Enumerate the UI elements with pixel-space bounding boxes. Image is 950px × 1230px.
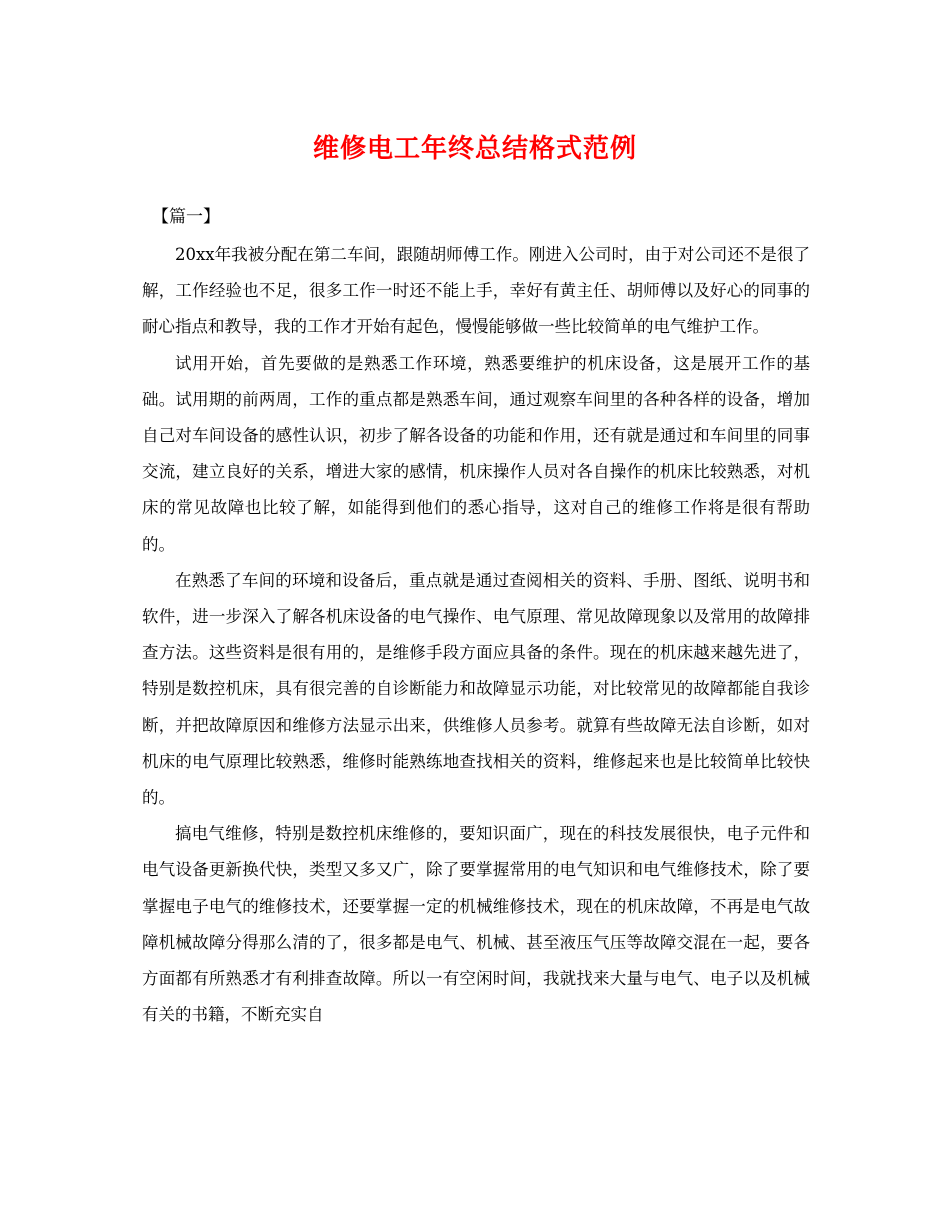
paragraph-4: 搞电气维修，特别是数控机床维修的，要知识面广，现在的科技发展很快，电子元件和电气设备更新换代快，类型又多又广，除了要掌握常用的电气知识和电气维修技术，除了要掌握电子电气的维修技术，还要掌握一定的机械维修技术，现在的机床故障，不再是电气故障机械故障分得那么清的了，很多都是电气、机械、甚至液压气压等故障交混在一起，要各方面都有所熟悉才有利排查故障。所以一有空闲时间，我就找来大量与电气、电子以及机械有关的书籍，不断充实自: [142, 824, 810, 1025]
paragraph-2: 试用开始，首先要做的是熟悉工作环境，熟悉要维护的机床设备，这是展开工作的基础。试用期的前两周，工作的重点都是熟悉车间，通过观察车间里的各种各样的设备，增加自己对车间设备的感性认识，初步了解各设备的功能和作用，还有就是通过和车间里的同事交流，建立良好的关系，增进大家的感情，机床操作人员对各自操作的机床比较熟悉，对机床的常见故障也比较了解，如能得到他们的悉心指导，这对自己的维修工作将是很有帮助的。: [142, 353, 810, 554]
document-body: [142, 237, 810, 1033]
section-label: 【篇一】: [152, 207, 220, 227]
paragraph-3: 在熟悉了车间的环境和设备后，重点就是通过查阅相关的资料、手册、图纸、说明书和软件，进一步深入了解各机床设备的电气操作、电气原理、常见故障现象以及常用的故障排查方法。这些资料是很有用的，是维修手段方面应具备的条件。现在的机床越来越先进了，特别是数控机床，具有很完善的自诊断能力和故障显示功能，对比较常见的故障都能自我诊断，并把故障原因和维修方法显示出来，供维修人员参考。就算有些故障无法自诊断，如对机床的电气原理比较熟悉，维修时能熟练地查找相关的资料，维修起来也是比较简单比较快的。: [142, 570, 810, 808]
document-title: 维修电工年终总结格式范例: [312, 134, 637, 164]
paragraph-1: 20xx年我被分配在第二车间，跟随胡师傅工作。刚进入公司时，由于对公司还不是很了解，工作经验也不足，很多工作一时还不能上手，幸好有黄主任、胡师傅以及好心的同事的耐心指点和教导，我的工作才开始有起色，慢慢能够做一些比较简单的电气维护工作。: [142, 245, 810, 337]
